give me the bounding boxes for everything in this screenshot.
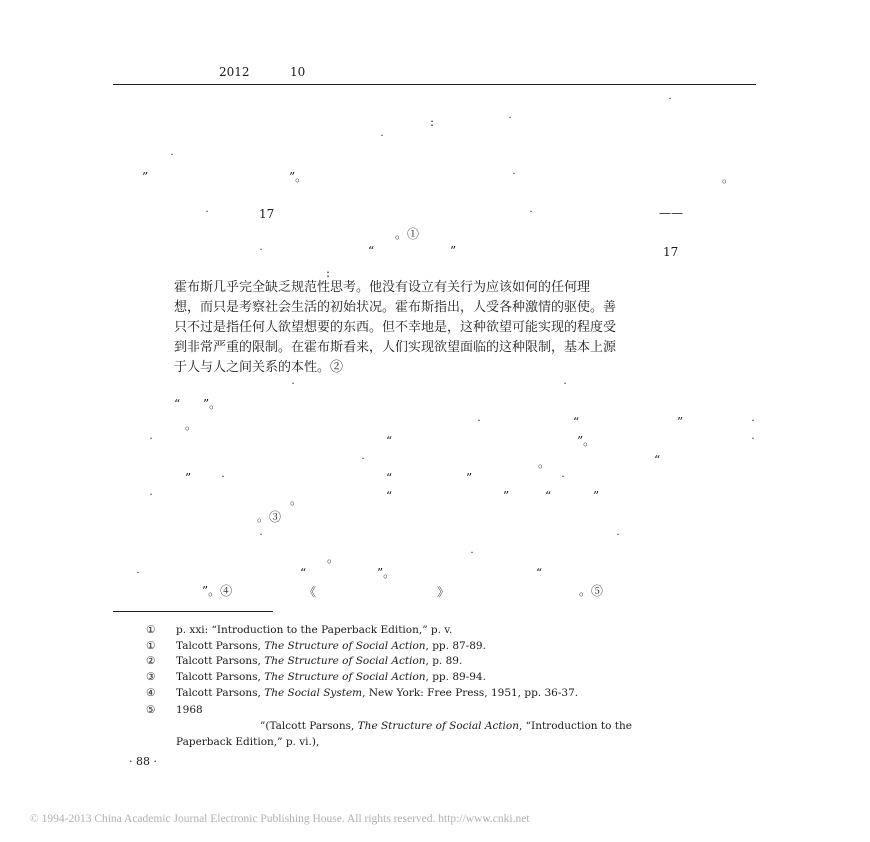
footnote-number: ③ — [146, 671, 156, 683]
quote-line: 霍布斯几乎完全缺乏规范性思考。他没有设立有关行为应该如何的任何理 — [174, 280, 591, 295]
mark: ˙ — [476, 418, 482, 432]
fn5-title: The Structure of Social Action — [357, 720, 519, 732]
quote-line: 想，而只是考察社会生活的初始状况。霍布斯指出，人受各种激情的驱使。善 — [174, 300, 617, 315]
mark: ˙ — [135, 570, 141, 584]
footnote-ref-4: ”。④ — [202, 584, 233, 598]
footnote-segment: Talcott Parsons, — [176, 671, 265, 683]
mark: “ — [386, 489, 393, 503]
footnote-title: The Structure of Social Action — [264, 671, 426, 683]
mark: 。 — [290, 493, 303, 507]
mark: 。 — [722, 171, 735, 185]
footnote-title: The Structure of Social Action — [264, 640, 426, 652]
footnote-text — [176, 705, 203, 716]
block-quote — [174, 278, 760, 378]
footnote-text — [176, 641, 486, 652]
mark: “ — [386, 434, 393, 448]
footnote-segment: Talcott Parsons, — [176, 640, 265, 652]
mark: ˙ — [258, 532, 264, 546]
mark: ˙ — [148, 436, 154, 450]
footnote-ref-3: 。③ — [257, 510, 282, 524]
mark: “ — [386, 471, 393, 485]
mark: —— — [659, 206, 683, 220]
mark: ˙ — [379, 133, 385, 147]
footnote-ref-5: 。⑤ — [579, 584, 604, 598]
footnote-text — [176, 625, 452, 636]
footnote-segment: Talcott Parsons, — [176, 687, 265, 699]
mark: ˙ — [511, 171, 517, 185]
mark: ˙ — [562, 381, 568, 395]
mark: ˙ — [148, 492, 154, 506]
footnote-number: ① — [146, 624, 156, 636]
footnote-segment: Talcott Parsons, — [176, 655, 265, 667]
header-year: 2012 — [219, 65, 250, 79]
footnote-text — [176, 688, 578, 699]
mark: “ — [174, 397, 181, 411]
mark: 》 — [437, 585, 450, 599]
mark: ˙ — [507, 115, 513, 129]
mark: ”。 — [377, 566, 396, 580]
mark: 。 — [538, 456, 551, 470]
mark: ˙ — [750, 418, 756, 432]
footnote-number: ① — [146, 640, 156, 652]
mark: ”。 — [577, 434, 596, 448]
quote-line: 到非常严重的限制。在霍布斯看来，人们实现欲望面临的这种限制，基本上源 — [174, 340, 617, 355]
footnote-5-line3: Paperback Edition,” p. vi.), — [176, 736, 320, 748]
mark: ” — [185, 471, 192, 485]
mark: ” — [593, 489, 600, 503]
footnote-segment: , pp. 89-94. — [425, 671, 486, 683]
footnote-text — [176, 672, 486, 683]
footnote-number: ④ — [146, 687, 156, 699]
mark: ˙ — [204, 209, 210, 223]
footnote-number: ⑤ — [146, 704, 156, 716]
footnote-ref-1: 。① — [395, 227, 420, 241]
mark: ”。 — [289, 170, 308, 184]
fn5-text: , “Introduction to the — [519, 720, 632, 732]
mark: “ — [573, 415, 580, 429]
header-issue: 10 — [290, 65, 306, 79]
mark: ˙ — [169, 152, 175, 166]
mark: : — [326, 266, 331, 280]
footnote-segment: , New York: Free Press, 1951, pp. 36-37. — [362, 687, 579, 699]
footnote-segment: p. xxi: “Introduction to the Paperback Edition,” p. v. — [176, 624, 453, 636]
fn5-text: ”(Talcott Parsons, — [260, 720, 358, 732]
mark: ” — [142, 170, 149, 184]
mark: ˙ — [290, 381, 296, 395]
mark: ˙ — [220, 474, 226, 488]
footnote-rule — [113, 611, 273, 612]
mark: ” — [503, 489, 510, 503]
mark: ”。 — [203, 397, 222, 411]
mark: ˙ — [560, 474, 566, 488]
mark: “ — [300, 566, 307, 580]
footnote-title: The Social System — [264, 687, 363, 699]
mark: ˙ — [258, 247, 264, 261]
footnote-title: The Structure of Social Action — [264, 655, 426, 667]
footnote-segment: , pp. 87-89. — [425, 640, 486, 652]
mark: “ — [368, 244, 375, 258]
mark: ˙ — [528, 209, 534, 223]
quote-line: 于人与人之间关系的本性。② — [174, 360, 344, 375]
mark: 《 — [304, 585, 317, 599]
mark: “ — [654, 453, 661, 467]
header-rule — [113, 84, 756, 85]
mark: ” — [466, 471, 473, 485]
mark: 。 — [185, 418, 198, 432]
mark: : — [430, 115, 435, 129]
footnote-number: ② — [146, 655, 156, 667]
century-number: 17 — [663, 245, 679, 259]
mark: ˙ — [360, 456, 366, 470]
mark: ” — [677, 415, 684, 429]
copyright-footer: © 1994-2013 China Academic Journal Electronic Publishing House. All rights reserved. http://www.cnki.net — [30, 813, 530, 825]
mark: ˙ — [615, 532, 621, 546]
mark: ˙ — [667, 96, 673, 110]
mark: 。 — [327, 551, 340, 565]
century-number: 17 — [259, 207, 275, 221]
mark: “ — [545, 489, 552, 503]
footnote-segment: 1968 — [176, 704, 203, 716]
footnote-text — [176, 656, 462, 667]
mark: ˙ — [469, 550, 475, 564]
mark: ” — [450, 244, 457, 258]
quote-line: 只不过是指任何人欲望想要的东西。但不幸地是，这种欲望可能实现的程度受 — [174, 320, 617, 335]
footnote-segment: , p. 89. — [425, 655, 463, 667]
page-number: · 88 · — [129, 755, 157, 768]
mark: ˙ — [750, 436, 756, 450]
mark: “ — [536, 566, 543, 580]
